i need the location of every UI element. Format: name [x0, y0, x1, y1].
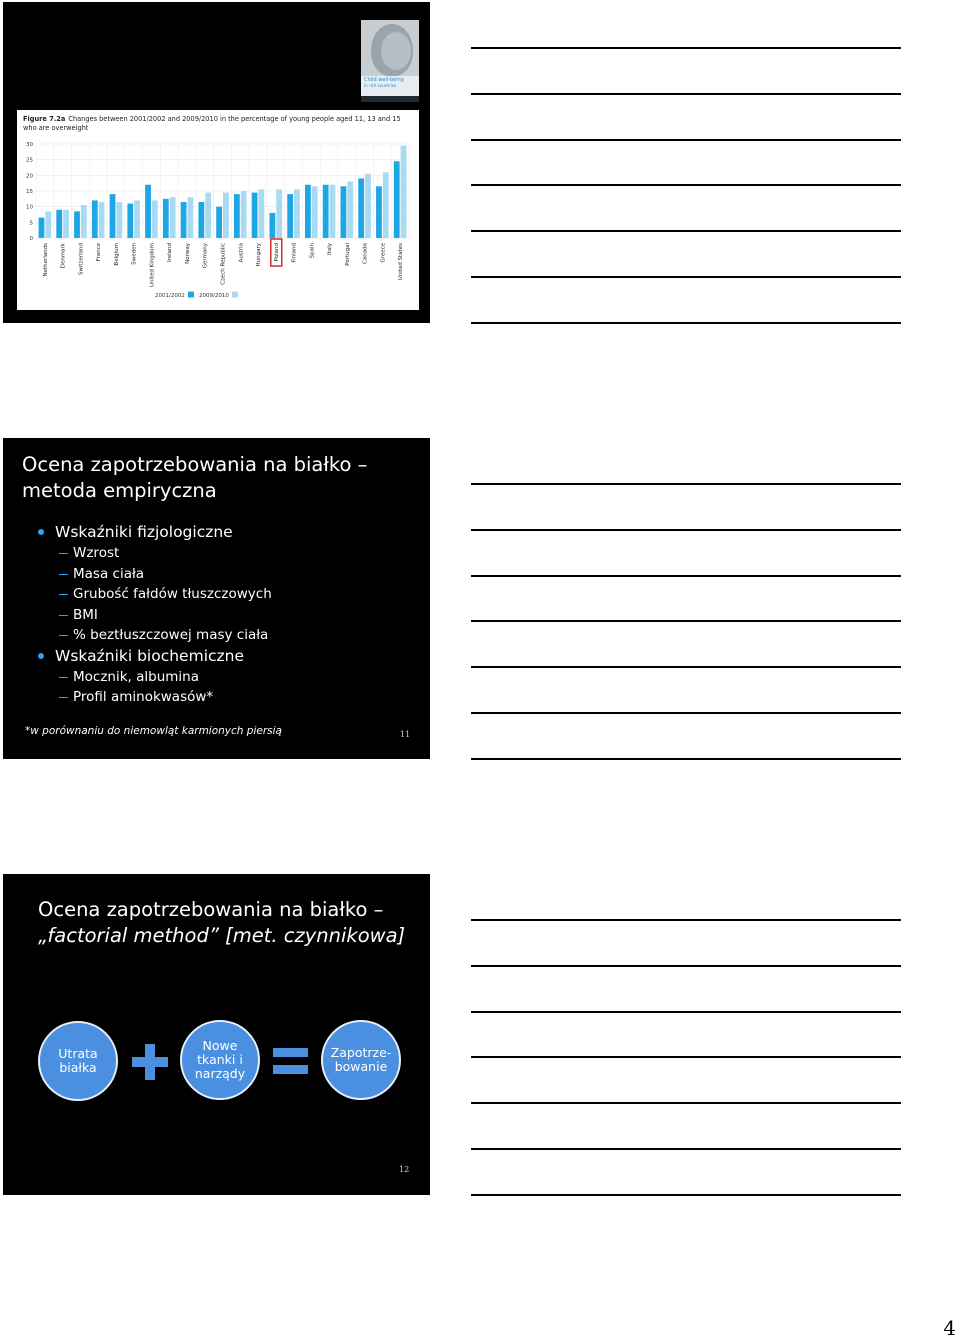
- report-cover-image: [361, 20, 419, 102]
- x-tick-label: Austria: [238, 243, 245, 263]
- note-line: [471, 184, 901, 186]
- x-tick-label: Czech Republic: [220, 243, 227, 285]
- bar: [347, 182, 353, 238]
- x-tick-label: France: [96, 243, 103, 262]
- y-tick-label: 0: [29, 236, 33, 242]
- note-line: [471, 93, 901, 95]
- bar: [216, 207, 222, 238]
- footnote: *w porównaniu do niemowląt karmionych piersią: [25, 725, 282, 737]
- legend-swatch: [232, 292, 238, 298]
- circle-protein-loss: Utrata białka: [38, 1021, 118, 1101]
- overweight-figure: [17, 110, 419, 310]
- y-tick-label: 30: [26, 142, 33, 148]
- x-tick-label: Sweden: [131, 243, 138, 265]
- bar: [92, 200, 98, 238]
- bar: [127, 204, 133, 238]
- sub-bullet-item: BMI: [22, 605, 422, 626]
- bar: [394, 161, 400, 238]
- x-tick-label: Germany: [202, 243, 209, 269]
- bar: [401, 146, 407, 238]
- slide-title: Ocena zapotrzebowania na białko – „factorial method” [met. czynnikowa]: [38, 898, 406, 947]
- bar: [383, 172, 389, 238]
- bar: [358, 178, 364, 238]
- bar: [330, 185, 336, 238]
- bar: [45, 211, 51, 238]
- x-tick-label: Ireland: [167, 243, 174, 263]
- bar: [259, 189, 265, 238]
- bullet-list: [22, 522, 422, 708]
- x-tick-label: Denmark: [60, 243, 67, 269]
- x-tick-label: Finland: [291, 243, 298, 263]
- bar: [223, 193, 229, 238]
- note-line: [471, 1102, 901, 1104]
- note-line: [471, 1056, 901, 1058]
- y-tick-label: 10: [26, 204, 33, 211]
- note-line: [471, 230, 901, 232]
- bar: [287, 194, 293, 238]
- bar: [252, 193, 258, 238]
- sub-bullet-item: Profil aminokwasów*: [22, 687, 422, 708]
- bar: [63, 210, 69, 238]
- x-tick-label: Poland: [273, 243, 280, 262]
- equals-icon: [273, 1048, 308, 1057]
- bar: [365, 174, 371, 238]
- figure-label: Figure 7.2a: [23, 115, 66, 123]
- slide-1: [3, 2, 430, 323]
- x-tick-label: Hungary: [256, 243, 263, 267]
- page-number: 4: [943, 1316, 956, 1340]
- note-line: [471, 620, 901, 622]
- sub-bullet-item: Mocznik, albumina: [22, 667, 422, 688]
- note-line: [471, 919, 901, 921]
- note-line: [471, 712, 901, 714]
- note-line: [471, 965, 901, 967]
- bar: [305, 185, 311, 238]
- legend-label: 2001/2002: [155, 293, 185, 299]
- slide-number: 11: [400, 730, 411, 739]
- sub-bullet-item: Masa ciała: [22, 564, 422, 585]
- bar: [74, 211, 80, 238]
- x-tick-label: United States: [398, 243, 405, 281]
- slide-3: [3, 874, 430, 1195]
- y-tick-label: 15: [26, 189, 33, 195]
- legend-swatch: [188, 292, 194, 298]
- bar: [152, 200, 158, 238]
- bar: [181, 202, 187, 238]
- bullet-item: Wskaźniki fizjologiczne: [22, 522, 422, 543]
- bar: [241, 191, 247, 238]
- bar: [116, 202, 122, 238]
- bar: [187, 197, 193, 238]
- x-tick-label: Italy: [327, 243, 334, 255]
- bullet-item: Wskaźniki biochemiczne: [22, 646, 422, 667]
- x-tick-label: Spain: [309, 243, 316, 259]
- x-tick-label: Greece: [380, 243, 387, 263]
- x-tick-label: United Kingdom: [149, 243, 156, 288]
- bar: [205, 193, 211, 238]
- bar: [134, 200, 140, 238]
- note-line: [471, 322, 901, 324]
- note-line: [471, 276, 901, 278]
- bar: [234, 194, 240, 238]
- note-line: [471, 1148, 901, 1150]
- note-line: [471, 758, 901, 760]
- y-tick-label: 25: [26, 157, 33, 164]
- bar-chart: [17, 110, 419, 310]
- bar: [110, 194, 116, 238]
- circle-requirement: Zapotrze- bowanie: [321, 1020, 401, 1100]
- figure-caption-text: Changes between 2001/2002 and 2009/2010 in the percentage of young people aged 11, 13 and 15 who are overweight: [23, 115, 401, 132]
- legend-label: 2009/2010: [199, 293, 229, 299]
- note-line: [471, 139, 901, 141]
- sub-bullet-item: % beztłuszczowej masy ciała: [22, 625, 422, 646]
- cover-subtitle: in rich countries: [364, 83, 397, 88]
- bar: [81, 205, 87, 238]
- bar: [312, 186, 318, 238]
- bar: [323, 185, 329, 238]
- bar: [170, 197, 176, 238]
- x-tick-label: Belgium: [113, 243, 120, 266]
- y-tick-label: 5: [29, 220, 33, 227]
- cover-title: Child well-being: [364, 77, 404, 83]
- bar: [99, 202, 105, 238]
- note-line: [471, 47, 901, 49]
- x-tick-label: Portugal: [344, 243, 351, 266]
- bar: [163, 199, 169, 238]
- bar: [276, 189, 282, 238]
- sub-bullet-item: Grubość fałdów tłuszczowych: [22, 584, 422, 605]
- bar: [56, 210, 62, 238]
- note-line: [471, 666, 901, 668]
- bar: [39, 218, 45, 238]
- bar: [341, 186, 347, 238]
- y-tick-label: 20: [26, 173, 33, 180]
- sub-bullet-item: Wzrost: [22, 543, 422, 564]
- note-line: [471, 529, 901, 531]
- slide-number: 12: [399, 1165, 410, 1174]
- bar: [294, 189, 300, 238]
- note-line: [471, 1194, 901, 1196]
- slide-title: Ocena zapotrzebowania na białko – metoda empiryczna: [22, 453, 368, 502]
- x-tick-label: Netherlands: [42, 243, 49, 277]
- note-line: [471, 1011, 901, 1013]
- bar: [269, 213, 275, 238]
- bar: [376, 186, 382, 238]
- circle-new-tissues: Nowe tkanki i narządy: [180, 1020, 260, 1100]
- x-tick-label: Canada: [362, 243, 369, 264]
- slide-2: [3, 438, 430, 759]
- note-line: [471, 483, 901, 485]
- bar: [145, 185, 151, 238]
- bar: [198, 202, 204, 238]
- x-tick-label: Norway: [184, 243, 191, 264]
- x-tick-label: Switzerland: [78, 243, 85, 276]
- note-line: [471, 575, 901, 577]
